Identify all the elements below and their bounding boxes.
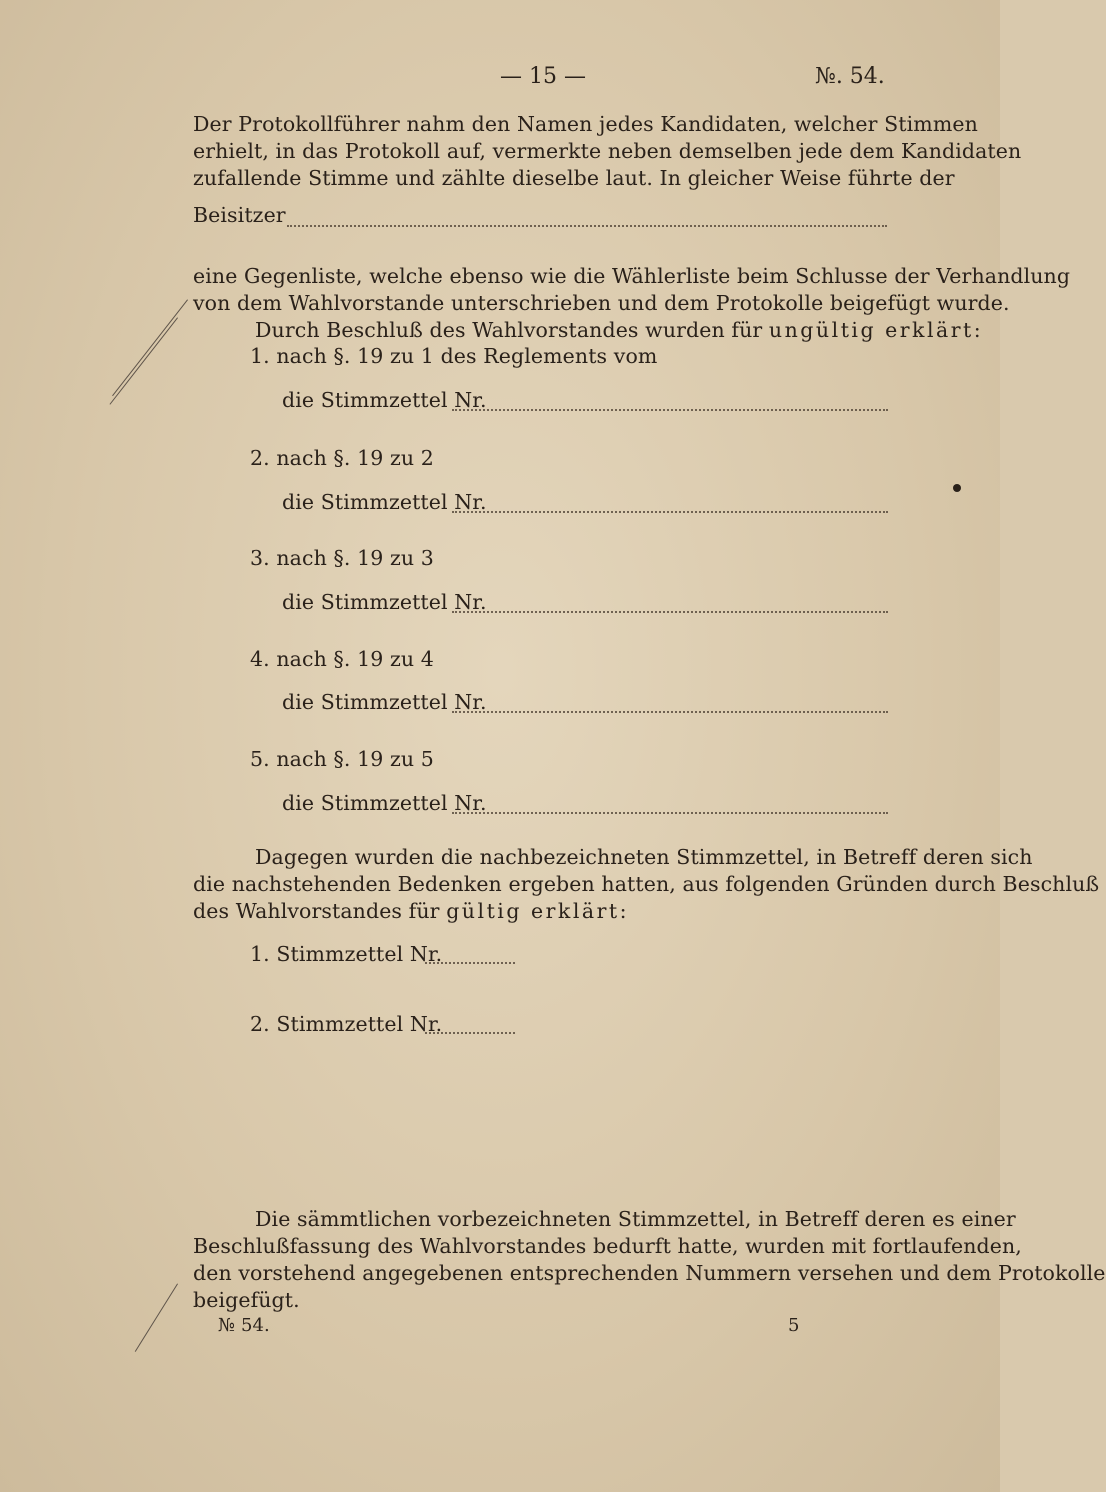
valid-item-2-fill-line[interactable] — [425, 1032, 515, 1034]
invalid-item-3-field-label: die Stimmzettel Nr. — [282, 590, 487, 614]
valid-emphasis: gültig erklärt: — [446, 899, 630, 923]
valid-item-1-fill-line[interactable] — [425, 962, 515, 964]
invalid-item-2-fill-line[interactable] — [452, 511, 888, 513]
invalid-emphasis: ungültig erklärt: — [768, 318, 984, 342]
para3-line2: die nachstehenden Bedenken ergeben hatten, aus folgenden Gründen durch Beschluß — [193, 872, 1100, 896]
pencil-mark — [112, 299, 188, 396]
para3-line1: Dagegen wurden die nachbezeichneten Stimmzettel, in Betreff deren sich — [255, 845, 1033, 869]
invalid-item-4-field-label: die Stimmzettel Nr. — [282, 690, 487, 714]
pencil-mark — [109, 317, 178, 405]
para4-line3: den vorstehend angegebenen entsprechenden Nummern versehen und dem Protokolle — [193, 1261, 1106, 1285]
assessor-fill-line[interactable] — [287, 225, 887, 227]
invalid-item-4-fill-line[interactable] — [452, 711, 888, 713]
para3-line3 — [193, 899, 629, 923]
para1-line1: Der Protokollführer nahm den Namen jedes Kandidaten, welcher Stimmen — [193, 112, 978, 136]
document-number: №. 54. — [815, 64, 885, 89]
para3-text: des Wahlvorstandes für — [193, 899, 440, 923]
para1-line6: von dem Wahlvorstande unterschrieben und dem Protokolle beigefügt wurde. — [193, 291, 1010, 315]
pencil-mark — [134, 1283, 178, 1352]
valid-item-2-label: 2. Stimmzettel Nr. — [250, 1012, 443, 1036]
invalid-item-1-field-label: die Stimmzettel Nr. — [282, 388, 487, 412]
invalid-item-3-fill-line[interactable] — [452, 611, 888, 613]
para4-line4: beigefügt. — [193, 1288, 300, 1312]
para4-line1: Die sämmtlichen vorbezeichneten Stimmzettel, in Betreff deren es einer — [255, 1207, 1016, 1231]
invalid-item-5-heading: 5. nach §. 19 zu 5 — [250, 747, 434, 771]
invalid-item-5-field-label: die Stimmzettel Nr. — [282, 791, 487, 815]
para2-text: Durch Beschluß des Wahlvorstandes wurden für — [255, 318, 763, 342]
footer-sheet-number: 5 — [788, 1315, 800, 1336]
para2-line1 — [255, 318, 983, 342]
invalid-item-5-fill-line[interactable] — [452, 812, 888, 814]
para1-line3: zufallende Stimme und zählte dieselbe laut. In gleicher Weise führte der — [193, 166, 955, 190]
page-number: — 15 — — [500, 64, 586, 89]
para1-line5: eine Gegenliste, welche ebenso wie die Wählerliste beim Schlusse der Verhandlung — [193, 264, 1071, 288]
invalid-item-3-heading: 3. nach §. 19 zu 3 — [250, 546, 434, 570]
assessor-label: Beisitzer — [193, 203, 286, 227]
invalid-item-2-field-label: die Stimmzettel Nr. — [282, 490, 487, 514]
ink-dot — [953, 484, 961, 492]
footer-document-number: № 54. — [218, 1315, 270, 1336]
valid-item-1-label: 1. Stimmzettel Nr. — [250, 942, 443, 966]
invalid-item-4-heading: 4. nach §. 19 zu 4 — [250, 647, 434, 671]
invalid-item-1-heading: 1. nach §. 19 zu 1 des Reglements vom — [250, 344, 658, 368]
para4-line2: Beschlußfassung des Wahlvorstandes bedurft hatte, wurden mit fortlaufenden, — [193, 1234, 1022, 1258]
invalid-item-2-heading: 2. nach §. 19 zu 2 — [250, 446, 434, 470]
invalid-item-1-fill-line[interactable] — [452, 409, 888, 411]
para1-line2: erhielt, in das Protokoll auf, vermerkte neben demselben jede dem Kandidaten — [193, 139, 1022, 163]
